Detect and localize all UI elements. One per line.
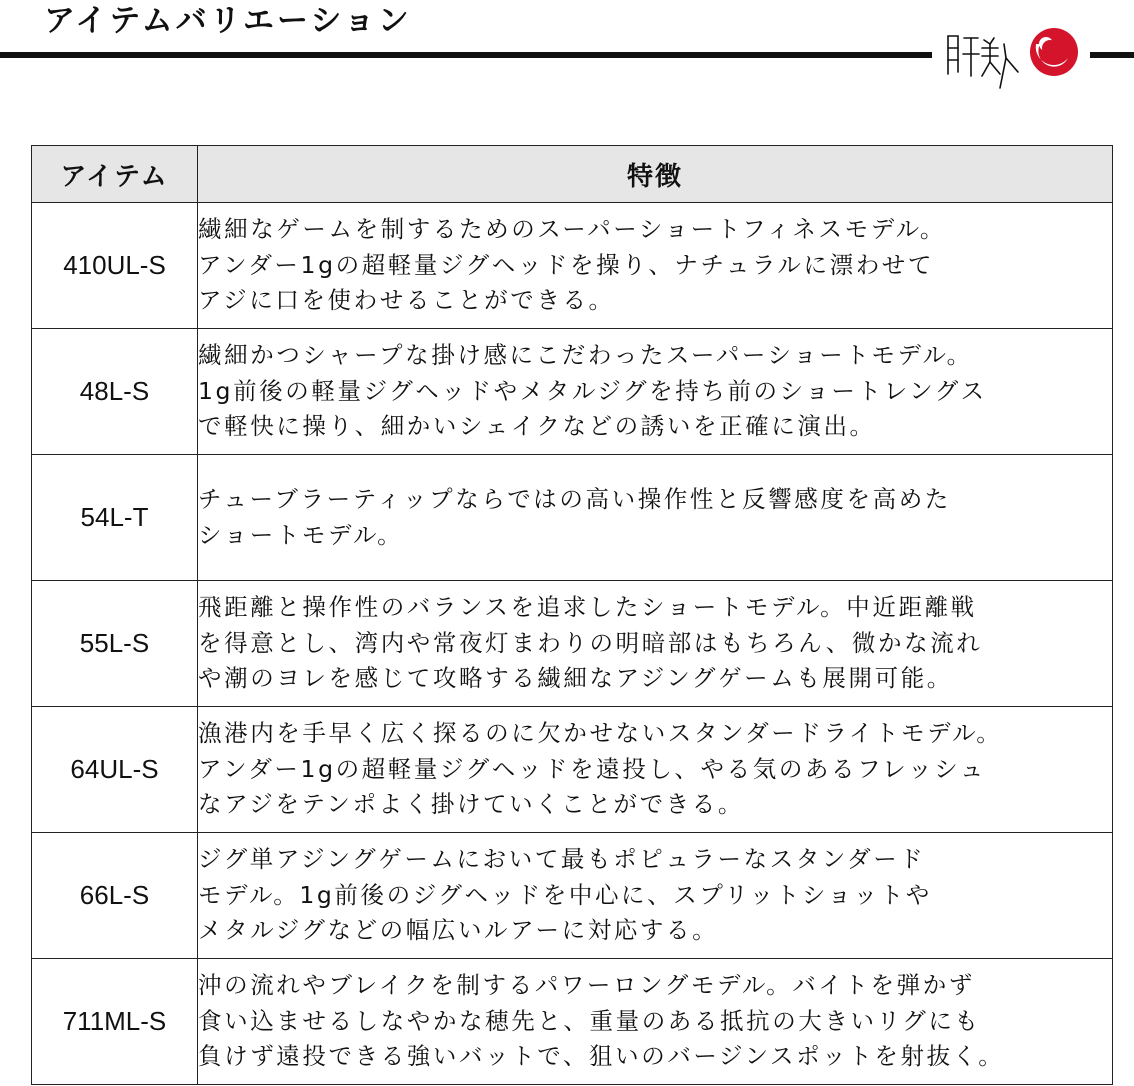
item-name: 711ML-S: [32, 959, 198, 1085]
feature-line: 漁港内を手早く広く探るのに欠かせないスタンダードライトモデル。: [198, 719, 1003, 748]
column-header-feature: 特徴: [198, 146, 1113, 203]
item-feature: [198, 959, 1113, 1085]
table-row: [32, 455, 1113, 581]
title-rule-left: [0, 52, 932, 58]
table-row: [32, 707, 1113, 833]
feature-line: ジグ単アジングゲームにおいて最もポピュラーなスタンダード: [198, 845, 926, 874]
table-header-row: [32, 146, 1113, 203]
feature-line: チューブラーティップならではの高い操作性と反響感度を高めた: [198, 485, 951, 513]
table-row: [32, 833, 1113, 959]
feature-line: なアジをテンポよく掛けていくことができる。: [198, 790, 744, 819]
feature-line: を得意とし、湾内や常夜灯まわりの明暗部はもちろん、微かな流れ: [198, 628, 983, 657]
title-rule-right: [1090, 52, 1134, 58]
feature-line: や潮のヨレを感じて攻略する繊細なアジングゲームも展開可能。: [198, 664, 953, 693]
feature-line: アンダー1gの超軽量ジグヘッドを操り、ナチュラルに漂わせて: [198, 250, 935, 279]
item-name: 64UL-S: [32, 707, 198, 833]
feature-line: 沖の流れやブレイクを制するパワーロングモデル。バイトを弾かず: [198, 971, 975, 1000]
table-row: [32, 959, 1113, 1085]
item-name: 410UL-S: [32, 203, 198, 329]
item-feature: [198, 581, 1113, 707]
item-feature: [198, 833, 1113, 959]
table-row: [32, 329, 1113, 455]
item-feature: [198, 203, 1113, 329]
feature-line: メタルジグなどの幅広いルアーに対応する。: [198, 916, 719, 945]
item-feature: [198, 455, 1113, 581]
brand-logo-icon: [938, 14, 1084, 94]
item-name: 55L-S: [32, 581, 198, 707]
item-feature: [198, 707, 1113, 833]
feature-line: 1g前後の軽量ジグヘッドやメタルジグを持ち前のショートレングス: [198, 376, 987, 405]
feature-line: 食い込ませるしなやかな穂先と、重量のある抵抗の大きいリグにも: [198, 1006, 981, 1035]
feature-line: アジに口を使わせることができる。: [198, 286, 615, 315]
feature-line: 繊細かつシャープな掛け感にこだわったスーパーショートモデル。: [198, 341, 973, 370]
feature-line: で軽快に操り、細かいシェイクなどの誘いを正確に演出。: [198, 412, 876, 441]
feature-line: 飛距離と操作性のバランスを追求したショートモデル。中近距離戦: [198, 593, 977, 622]
item-variation-table: [31, 145, 1113, 1085]
page-title: アイテムバリエーション: [44, 3, 412, 39]
column-header-item: アイテム: [32, 146, 198, 203]
feature-line: 負けず遠投できる強いバットで、狙いのバージンスポットを射抜く。: [198, 1042, 1005, 1071]
table-row: [32, 581, 1113, 707]
feature-line: 繊細なゲームを制するためのスーパーショートフィネスモデル。: [198, 215, 946, 244]
item-name: 66L-S: [32, 833, 198, 959]
feature-line: モデル。1g前後のジグヘッドを中心に、スプリットショットや: [198, 880, 932, 909]
item-name: 48L-S: [32, 329, 198, 455]
item-feature: [198, 329, 1113, 455]
feature-line: アンダー1gの超軽量ジグヘッドを遠投し、やる気のあるフレッシュ: [198, 754, 986, 783]
item-name: 54L-T: [32, 455, 198, 581]
table-row: [32, 203, 1113, 329]
feature-line: ショートモデル。: [198, 520, 404, 549]
